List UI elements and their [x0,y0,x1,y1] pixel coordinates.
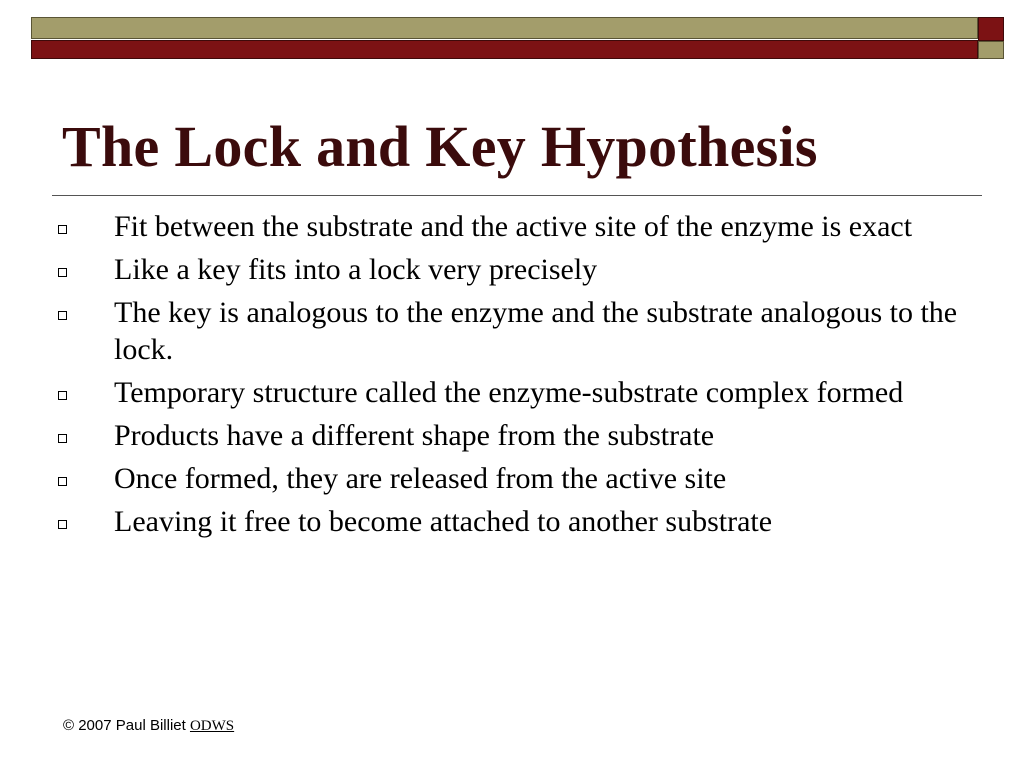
bullet-list [52,208,972,546]
header-square-olive [978,41,1004,59]
bullet-text: Fit between the substrate and the active site of the enzyme is exact [114,210,913,243]
bullet-text: The key is analogous to the enzyme and the substrate analogous to the lock. [114,296,958,366]
slide-title: The Lock and Key Hypothesis [62,114,818,179]
square-bullet-icon [58,520,67,529]
bullet-item [52,374,972,411]
bullet-text: Products have a different shape from the substrate [114,419,715,452]
bullet-item [52,417,972,454]
square-bullet-icon [58,268,67,277]
bullet-item [52,208,972,245]
footer [63,717,234,735]
footer-copyright: © 2007 Paul Billiet [63,717,186,734]
square-bullet-icon [58,434,67,443]
bullet-text: Once formed, they are released from the active site [114,462,727,495]
square-bullet-icon [58,311,67,320]
bullet-item [52,251,972,288]
bullet-item [52,503,972,540]
square-bullet-icon [58,391,67,400]
bullet-item [52,294,972,368]
bullet-text: Leaving it free to become attached to another substrate [114,505,773,538]
footer-link-odws[interactable]: ODWS [189,718,235,734]
bullet-text: Temporary structure called the enzyme-substrate complex formed [114,376,904,409]
square-bullet-icon [58,477,67,486]
bullet-item [52,460,972,497]
header-bar-maroon [31,40,978,59]
bullet-text: Like a key fits into a lock very precisely [114,253,598,286]
title-divider [52,195,982,196]
header-bar-olive [31,17,978,39]
square-bullet-icon [58,225,67,234]
header-square-maroon [978,17,1004,41]
